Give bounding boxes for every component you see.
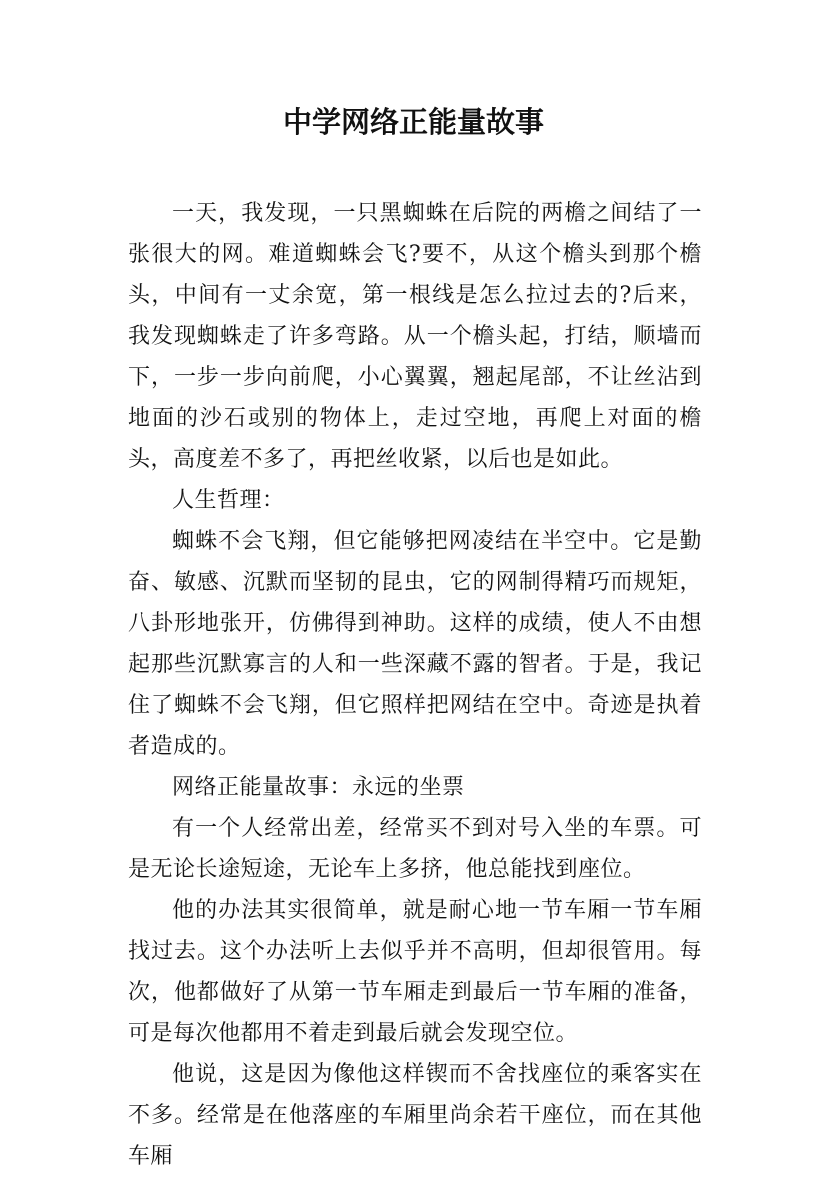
paragraph: 有一个人经常出差，经常买不到对号入坐的车票。可是无论长途短途，无论车上多挤，他总能找到座位。: [128, 816, 702, 882]
paragraph: 他说，这是因为像他这样锲而不舍找座位的乘客实在不多。经常是在他落座的车厢里尚余若干座位，而在其他车厢: [128, 1062, 702, 1169]
document-body: [128, 193, 702, 1177]
paragraph: 人生哲理：: [172, 488, 285, 513]
paragraph: 网络正能量故事：永远的坐票: [172, 775, 465, 800]
paragraph: 他的办法其实很简单，就是耐心地一节车厢一节车厢找过去。这个办法听上去似乎并不高明，但却很管用。每次，他都做好了从第一节车厢走到最后一节车厢的准备，可是每次他都用不着走到最后就会发现空位。: [128, 898, 702, 1046]
page-title: 中学网络正能量故事: [282, 105, 544, 139]
paragraph: 一天，我发现，一只黑蜘蛛在后院的两檐之间结了一张很大的网。难道蜘蛛会飞?要不，从这个檐头到那个檐头，中间有一丈余宽，第一根线是怎么拉过去的?后来，我发现蜘蛛走了许多弯路。从一个檐头起，打结，顺墙而下，一步一步向前爬，小心翼翼，翘起尾部，不让丝沾到地面的沙石或别的物体上，走过空地，再爬上对面的檐头，高度差不多了，再把丝收紧，以后也是如此。: [128, 201, 702, 472]
paragraph: 蜘蛛不会飞翔，但它能够把网凌结在半空中。它是勤奋、敏感、沉默而坚韧的昆虫，它的网制得精巧而规矩，八卦形地张开，仿佛得到神助。这样的成绩，使人不由想起那些沉默寡言的人和一些深藏不露的智者。于是，我记住了蜘蛛不会飞翔，但它照样把网结在空中。奇迹是执着者造成的。: [128, 529, 702, 759]
